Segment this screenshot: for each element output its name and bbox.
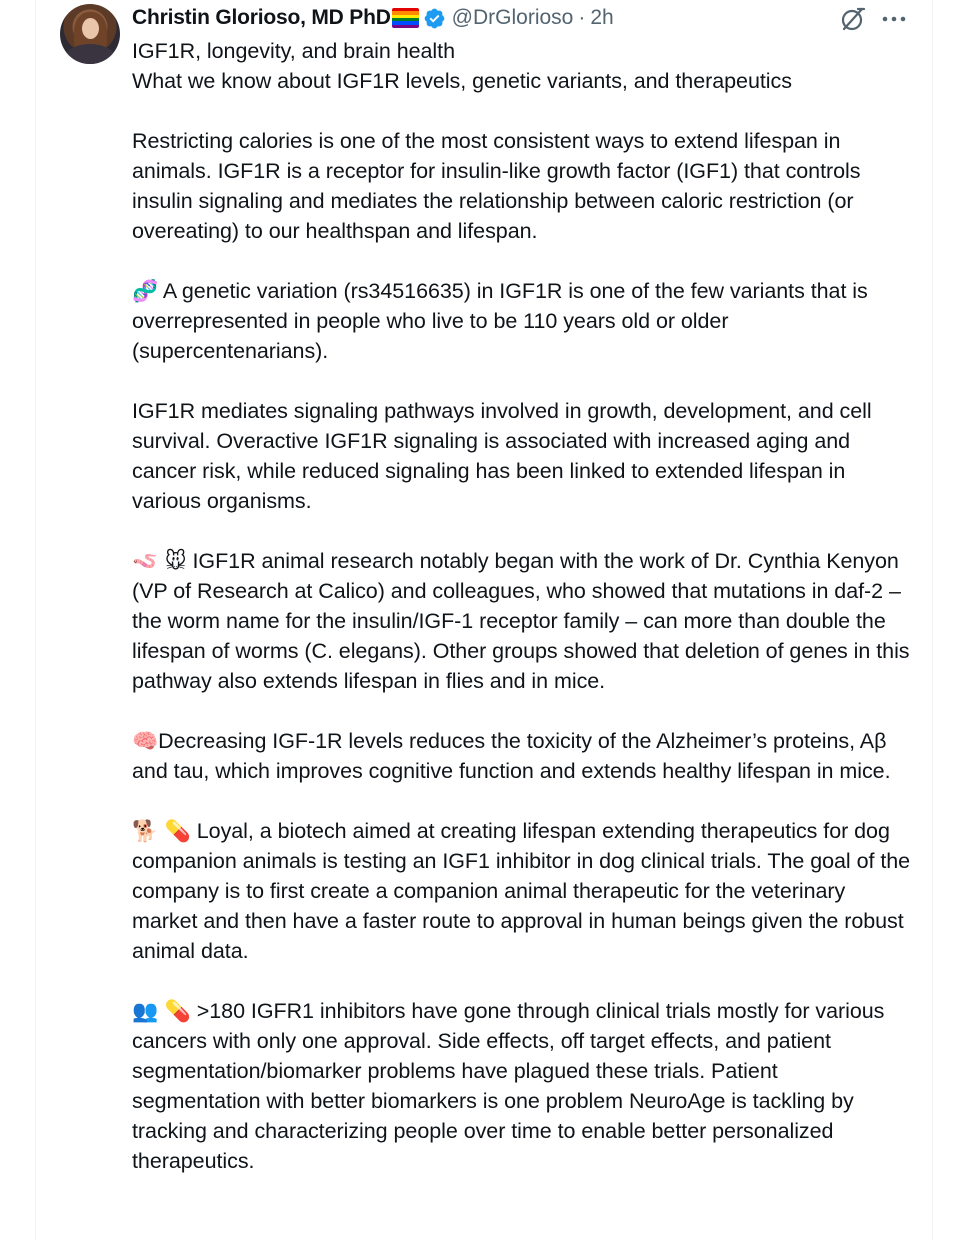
header-separator: ·	[578, 6, 586, 29]
author-display-name[interactable]: Christin Glorioso, MD PhD	[132, 6, 391, 29]
tweet-subtitle: What we know about IGF1R levels, genetic variants, and therapeutics	[132, 69, 792, 93]
flag-stripe	[392, 25, 419, 28]
paragraph-emoji: 🪱 🐭	[132, 549, 187, 573]
tweet-text	[132, 36, 912, 1176]
rainbow-flag-icon	[392, 8, 419, 28]
paragraph-emoji: 👥 💊	[132, 999, 191, 1023]
tweet-paragraph	[132, 816, 912, 966]
paragraph-emoji: 🧬	[132, 279, 159, 303]
avatar-face	[82, 18, 99, 39]
paragraph-text: Loyal, a biotech aimed at creating lifespan extending therapeutics for dog companion animals is testing an IGF1 inhibitor in dog clinical trials. The goal of the company is to first create a companion animal therapeutic for the veterinary market and then have a faster route to approval in human beings given the robust animal data.	[132, 819, 911, 963]
tweet-paragraph	[132, 546, 912, 696]
verified-badge-icon[interactable]	[423, 7, 446, 30]
tweet-paragraph	[132, 726, 912, 786]
more-icon[interactable]	[880, 4, 908, 32]
author-handle[interactable]: @DrGlorioso	[451, 6, 574, 29]
paragraph-text: IGF1R mediates signaling pathways involved in growth, development, and cell survival. Overactive IGF1R signaling is associated with increased aging and cancer risk, while reduced signaling has been linked to extended lifespan in various organisms.	[132, 399, 872, 513]
paragraph-text: IGF1R animal research notably began with the work of Dr. Cynthia Kenyon (VP of Research at Calico) and colleagues, who showed that mutations in daf-2 – the worm name for the insulin/IGF-1 receptor family – can more than double the lifespan of worms (C. elegans). Other groups showed that deletion of genes in this pathway also extends lifespan in flies and in mice.	[132, 549, 910, 693]
paragraph-text: A genetic variation (rs34516635) in IGF1R is one of the few variants that is overrepresented in people who live to be 110 years old or older (supercentenarians).	[132, 279, 868, 363]
paragraph-text: Decreasing IGF-1R levels reduces the toxicity of the Alzheimer’s proteins, Aβ and tau, which improves cognitive function and extends healthy lifespan in mice.	[132, 729, 891, 783]
paragraph-text: Restricting calories is one of the most consistent ways to extend lifespan in animals. IGF1R is a receptor for insulin-like growth factor (IGF1) that controls insulin signaling and mediates the relationship between caloric restriction (or overeating) to our healthspan and lifespan.	[132, 129, 861, 243]
tweet-timestamp[interactable]: 2h	[590, 6, 614, 29]
timeline-left-border	[35, 0, 36, 1240]
tweet-paragraph	[132, 126, 912, 246]
grok-icon[interactable]	[838, 4, 868, 34]
paragraph-emoji: 🧠	[132, 729, 159, 753]
tweet-paragraph	[132, 276, 912, 366]
avatar-shoulders	[64, 44, 116, 64]
author-avatar[interactable]	[60, 4, 120, 64]
tweet-header	[132, 4, 614, 32]
paragraph-text: >180 IGFR1 inhibitors have gone through clinical trials mostly for various cancers with only one approval. Side effects, off target effects, and patient segmentation/biomarker problems have plagued these trials. Patient segmentation with better biomarkers is one problem NeuroAge is tackling by tracking and characterizing people over time to enable better personalized therapeutics.	[132, 999, 885, 1173]
tweet-paragraph	[132, 996, 912, 1176]
tweet-paragraphs	[132, 126, 912, 1176]
tweet-paragraph	[132, 396, 912, 516]
timeline-right-border	[932, 0, 933, 1240]
paragraph-emoji: 🐕 💊	[132, 819, 191, 843]
tweet-title: IGF1R, longevity, and brain health	[132, 39, 455, 63]
